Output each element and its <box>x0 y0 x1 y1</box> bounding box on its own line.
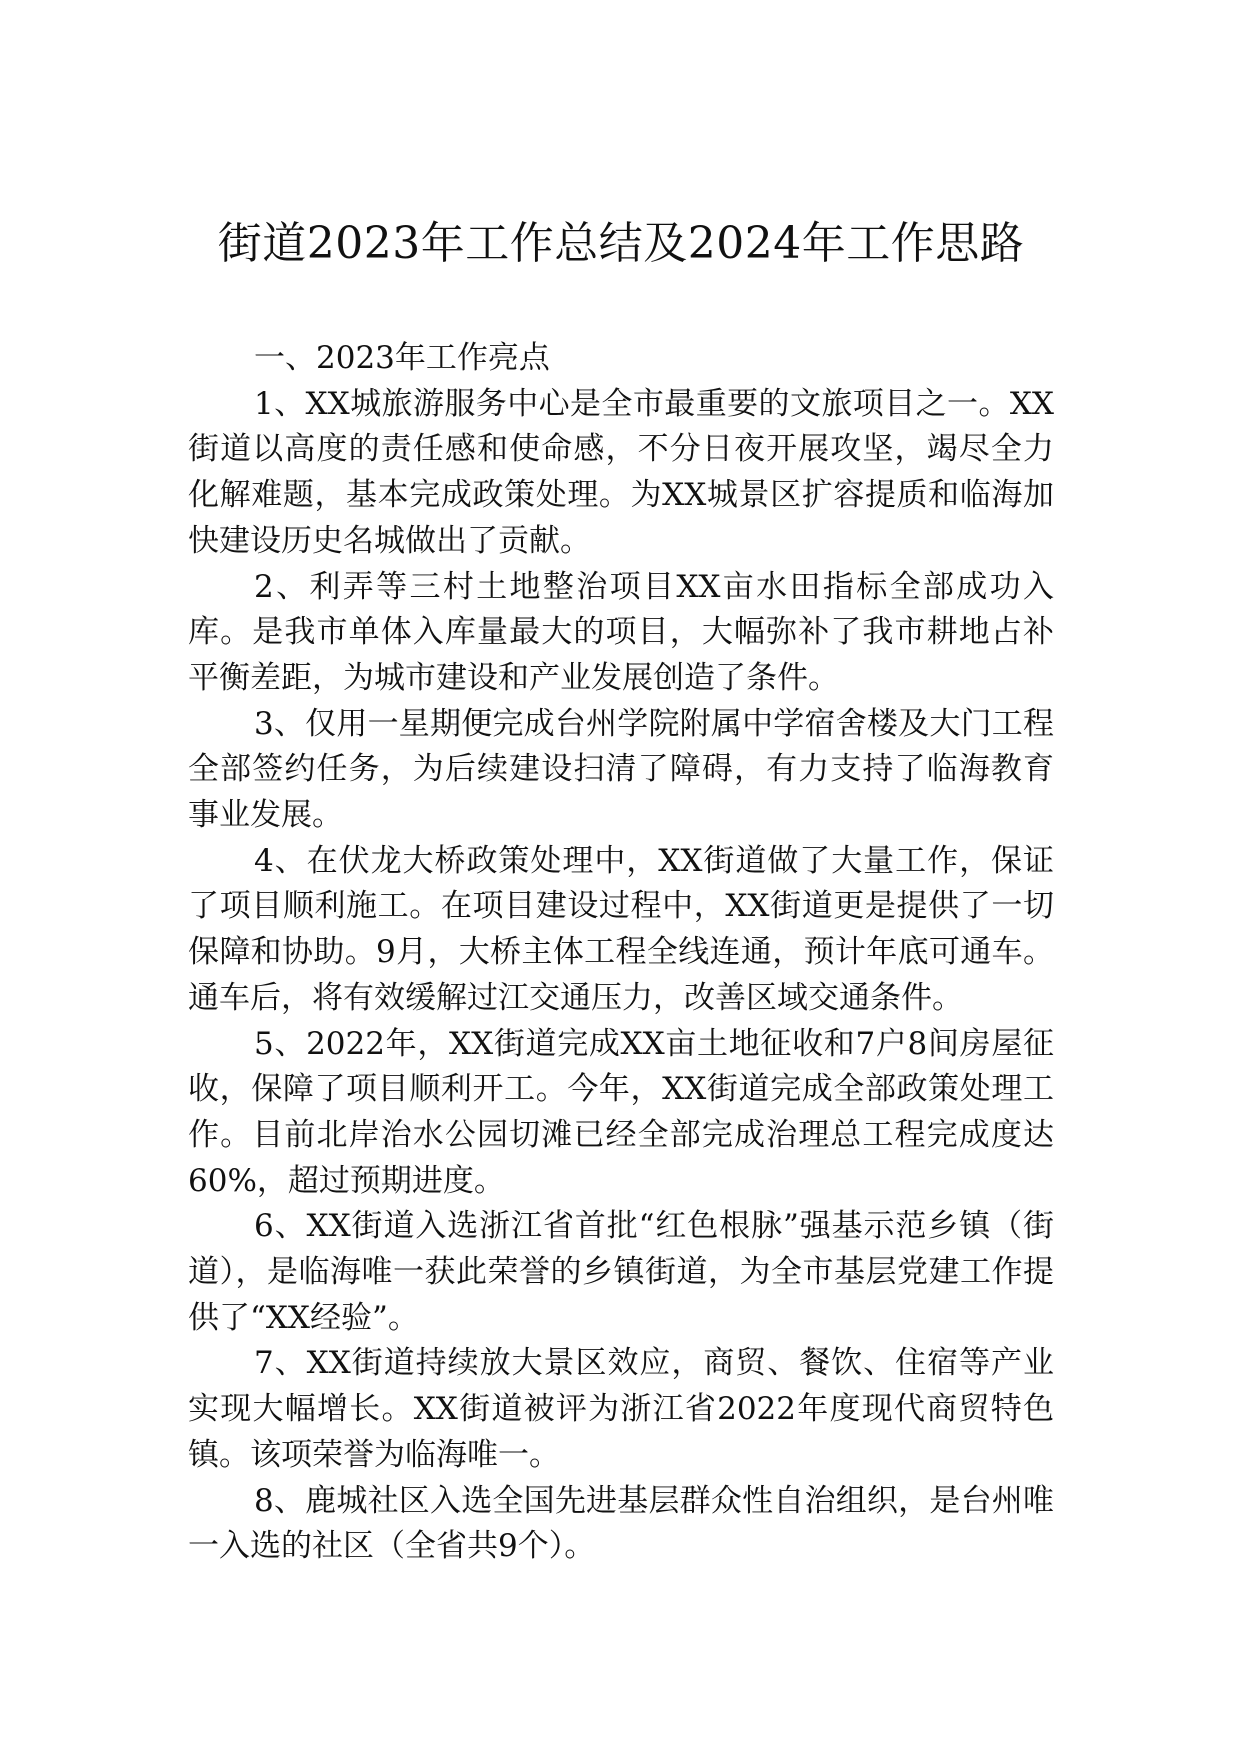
document-body <box>188 336 1054 1570</box>
section-heading: 一、2023年工作亮点 <box>254 340 550 376</box>
highlight-item-6: 6、XX街道入选浙江省首批“红色根脉”强基示范乡镇（街道），是临海唯一获此荣誉的乡镇街道，为全市基层党建工作提供了“XX经验”。 <box>188 1208 1054 1336</box>
highlight-item-3: 3、仅用一星期便完成台州学院附属中学宿舍楼及大门工程全部签约任务，为后续建设扫清了障碍，有力支持了临海教育事业发展。 <box>188 705 1054 834</box>
highlight-item-2: 2、利弄等三村土地整治项目XX亩水田指标全部成功入库。是我市单体入库量最大的项目，大幅弥补了我市耕地占补平衡差距，为城市建设和产业发展创造了条件。 <box>188 568 1054 696</box>
highlight-item-5: 5、2022年，XX街道完成XX亩土地征收和7户8间房屋征收，保障了项目顺利开工。今年，XX街道完成全部政策处理工作。目前北岸治水公园切滩已经全部完成治理总工程完成度达60%，超过预期进度。 <box>188 1025 1054 1199</box>
highlight-item-1: 1、XX城旅游服务中心是全市最重要的文旅项目之一。XX街道以高度的责任感和使命感，不分日夜开展攻坚，竭尽全力化解难题，基本完成政策处理。为XX城景区扩容提质和临海加快建设历史名城做出了贡献。 <box>188 385 1054 559</box>
highlight-item-8: 8、鹿城社区入选全国先进基层群众性自治组织，是台州唯一入选的社区（全省共9个）。 <box>188 1482 1054 1565</box>
document-title: 街道2023年工作总结及2024年工作思路 <box>217 218 1025 269</box>
highlight-item-7: 7、XX街道持续放大景区效应，商贸、餐饮、住宿等产业实现大幅增长。XX街道被评为浙江省2022年度现代商贸特色镇。该项荣誉为临海唯一。 <box>188 1345 1054 1473</box>
highlight-item-4: 4、在伏龙大桥政策处理中，XX街道做了大量工作，保证了项目顺利施工。在项目建设过程中，XX街道更是提供了一切保障和协助。9月，大桥主体工程全线连通，预计年底可通车。通车后，将有效缓解过江交通压力，改善区域交通条件。 <box>188 842 1054 1016</box>
